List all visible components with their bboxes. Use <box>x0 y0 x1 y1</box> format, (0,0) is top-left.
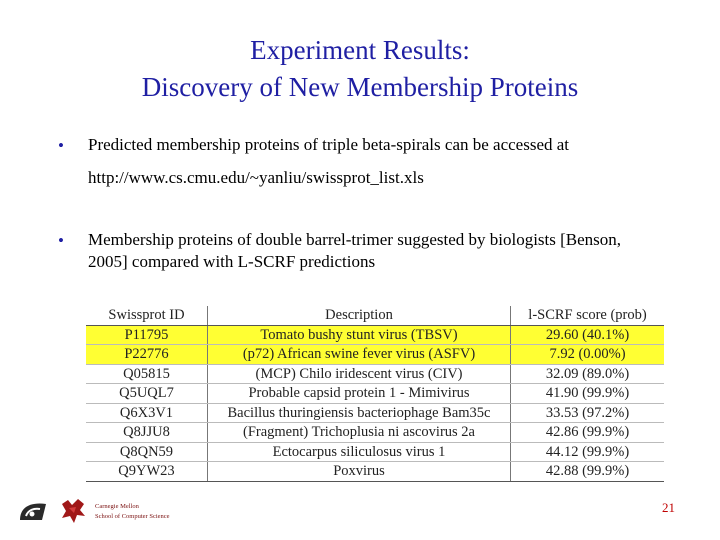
cell-description: Poxvirus <box>207 462 510 482</box>
slide-title <box>0 32 720 106</box>
cell-description: Probable capsid protein 1 - Mimivirus <box>207 384 510 404</box>
cell-score: 44.12 (99.9%) <box>511 442 664 462</box>
cell-description: (Fragment) Trichoplusia ni ascovirus 2a <box>207 423 510 443</box>
cell-id: Q6X3V1 <box>86 403 207 423</box>
bullet-2-text: Membership proteins of double barrel-trimer suggested by biologists [Benson, 2005] compared with L-SCRF predictions <box>88 230 622 271</box>
title-line-2: Discovery of New Membership Proteins <box>141 72 579 102</box>
cell-description: Ectocarpus siliculosus virus 1 <box>207 442 510 462</box>
table-row <box>86 325 664 345</box>
footer-line-1: Carnegie Mellon <box>95 503 139 510</box>
table-row <box>86 462 664 482</box>
cell-id: Q5UQL7 <box>86 384 207 404</box>
bullet-1-url: http://www.cs.cmu.edu/~yanliu/swissprot_list.xls <box>88 168 424 187</box>
table-header-row <box>86 306 664 325</box>
col-header-description: Description <box>207 306 510 325</box>
cell-score: 32.09 (89.0%) <box>511 364 664 384</box>
table-row <box>86 364 664 384</box>
cell-description: (MCP) Chilo iridescent virus (CIV) <box>207 364 510 384</box>
cell-score: 41.90 (99.9%) <box>511 384 664 404</box>
dragon-crest-icon <box>58 496 88 526</box>
cell-id: Q8JJU8 <box>86 423 207 443</box>
cell-score: 7.92 (0.00%) <box>511 345 664 365</box>
bullet-1-text: Predicted membership proteins of triple beta-spirals can be accessed at <box>88 135 570 154</box>
cell-id: P11795 <box>86 325 207 345</box>
bullet-marker: • <box>58 231 64 250</box>
bullet-marker: • <box>58 136 64 155</box>
cell-id: Q8QN59 <box>86 442 207 462</box>
table-row <box>86 384 664 404</box>
footer-affiliation <box>95 502 170 522</box>
cell-id: P22776 <box>86 345 207 365</box>
cell-id: Q9YW23 <box>86 462 207 482</box>
table-row <box>86 442 664 462</box>
cell-score: 42.88 (99.9%) <box>511 462 664 482</box>
cs-logo-icon <box>18 500 48 524</box>
col-header-id: Swissprot ID <box>86 306 207 325</box>
cell-score: 42.86 (99.9%) <box>511 423 664 443</box>
page-number: 21 <box>662 500 675 515</box>
title-line-1: Experiment Results: <box>250 35 470 65</box>
col-header-score: l-SCRF score (prob) <box>511 306 664 325</box>
table-row <box>86 423 664 443</box>
cell-description: (p72) African swine fever virus (ASFV) <box>207 345 510 365</box>
protein-table <box>86 306 664 482</box>
cell-score: 33.53 (97.2%) <box>511 403 664 423</box>
cell-score: 29.60 (40.1%) <box>511 325 664 345</box>
table-row <box>86 403 664 423</box>
table-row <box>86 345 664 365</box>
footer-line-2: School of Computer Science <box>95 513 170 520</box>
cell-description: Bacillus thuringiensis bacteriophage Bam35c <box>207 403 510 423</box>
cell-id: Q05815 <box>86 364 207 384</box>
cell-description: Tomato bushy stunt virus (TBSV) <box>207 325 510 345</box>
